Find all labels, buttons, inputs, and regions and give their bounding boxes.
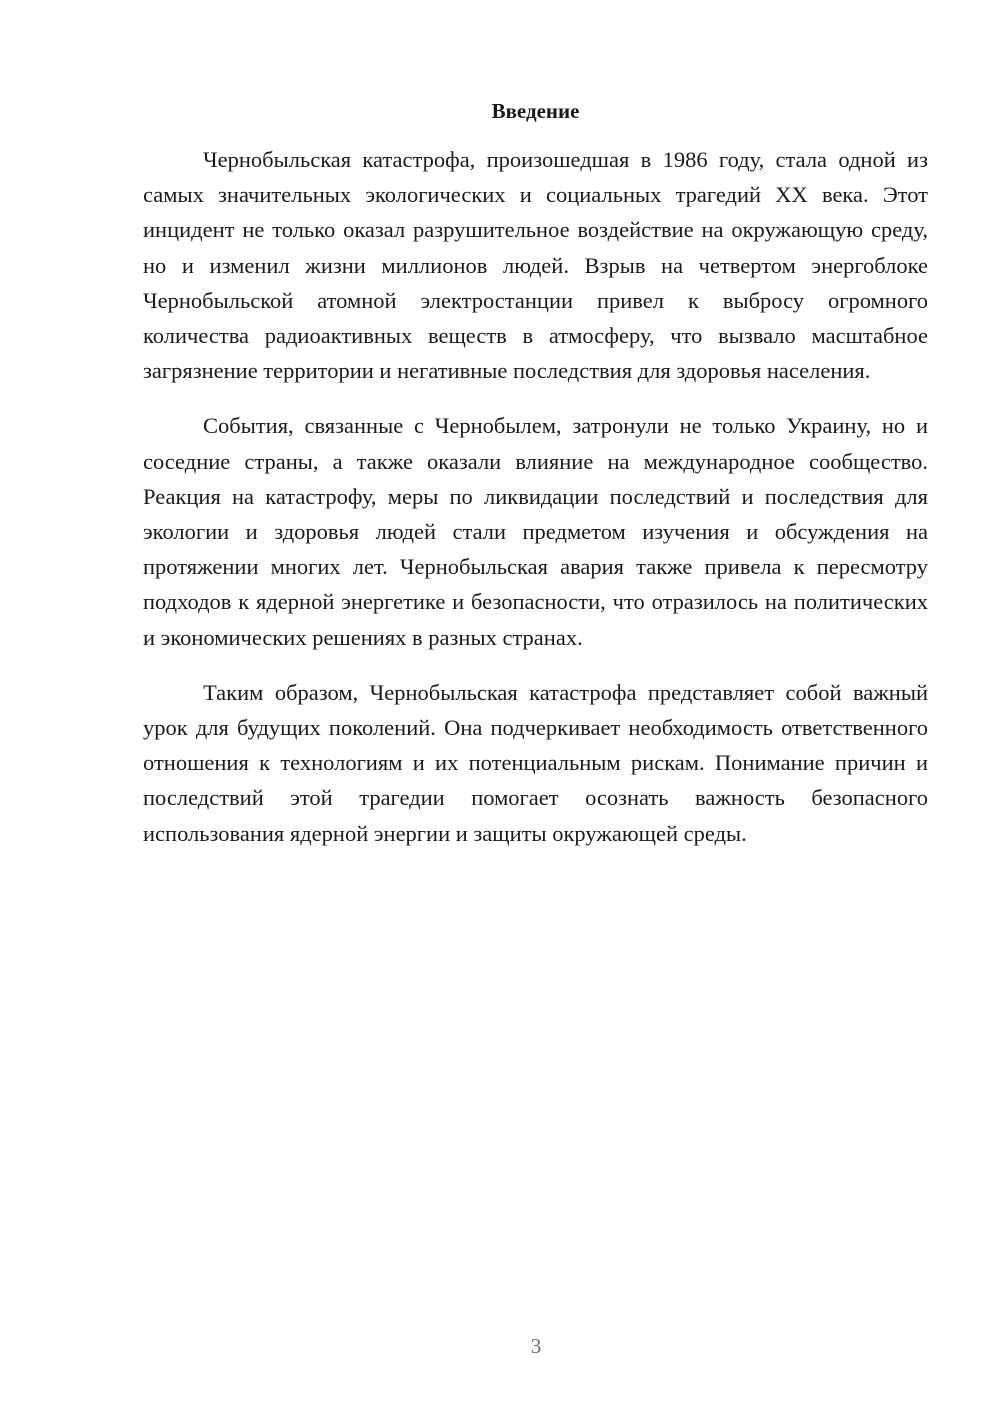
paragraph-1: Чернобыльская катастрофа, произошедшая в 1986 году, стала одной из самых значительных экологических и социальных трагедий XX века. Этот инцидент не только оказал разрушительное воздействие на окружающую среду, но и изменил жизни миллионов людей. Взрыв на четвертом энергоблоке Чернобыльской атомной электростанции привел к выбросу огромного количества радиоактивных веществ в атмосферу, что вызвало масштабное загрязнение территории и негативные последствия для здоровья населения. [143, 147, 928, 384]
paragraph-3: Таким образом, Чернобыльская катастрофа представляет собой важный урок для будущих поколений. Она подчеркивает необходимость ответственного отношения к технологиям и их потенциальным рискам. Понимание причин и последствий этой трагедии помогает осознать важность безопасного использования ядерной энергии и защиты окружающей среды. [143, 679, 928, 846]
section-title: Введение [491, 99, 580, 123]
paragraph-2: События, связанные с Чернобылем, затронули не только Украину, но и соседние страны, а также оказали влияние на международное сообщество. Реакция на катастрофу, меры по ликвидации последствий и последствия для экологии и здоровья людей стали предметом изучения и обсуждения на протяжении многих лет. Чернобыльская авария также привела к пересмотру подходов к ядерной энергетике и безопасности, что отразилось на политических и экономических решениях в разных странах. [143, 413, 928, 650]
page-content [143, 96, 928, 851]
page-number: 3 [530, 1334, 542, 1358]
